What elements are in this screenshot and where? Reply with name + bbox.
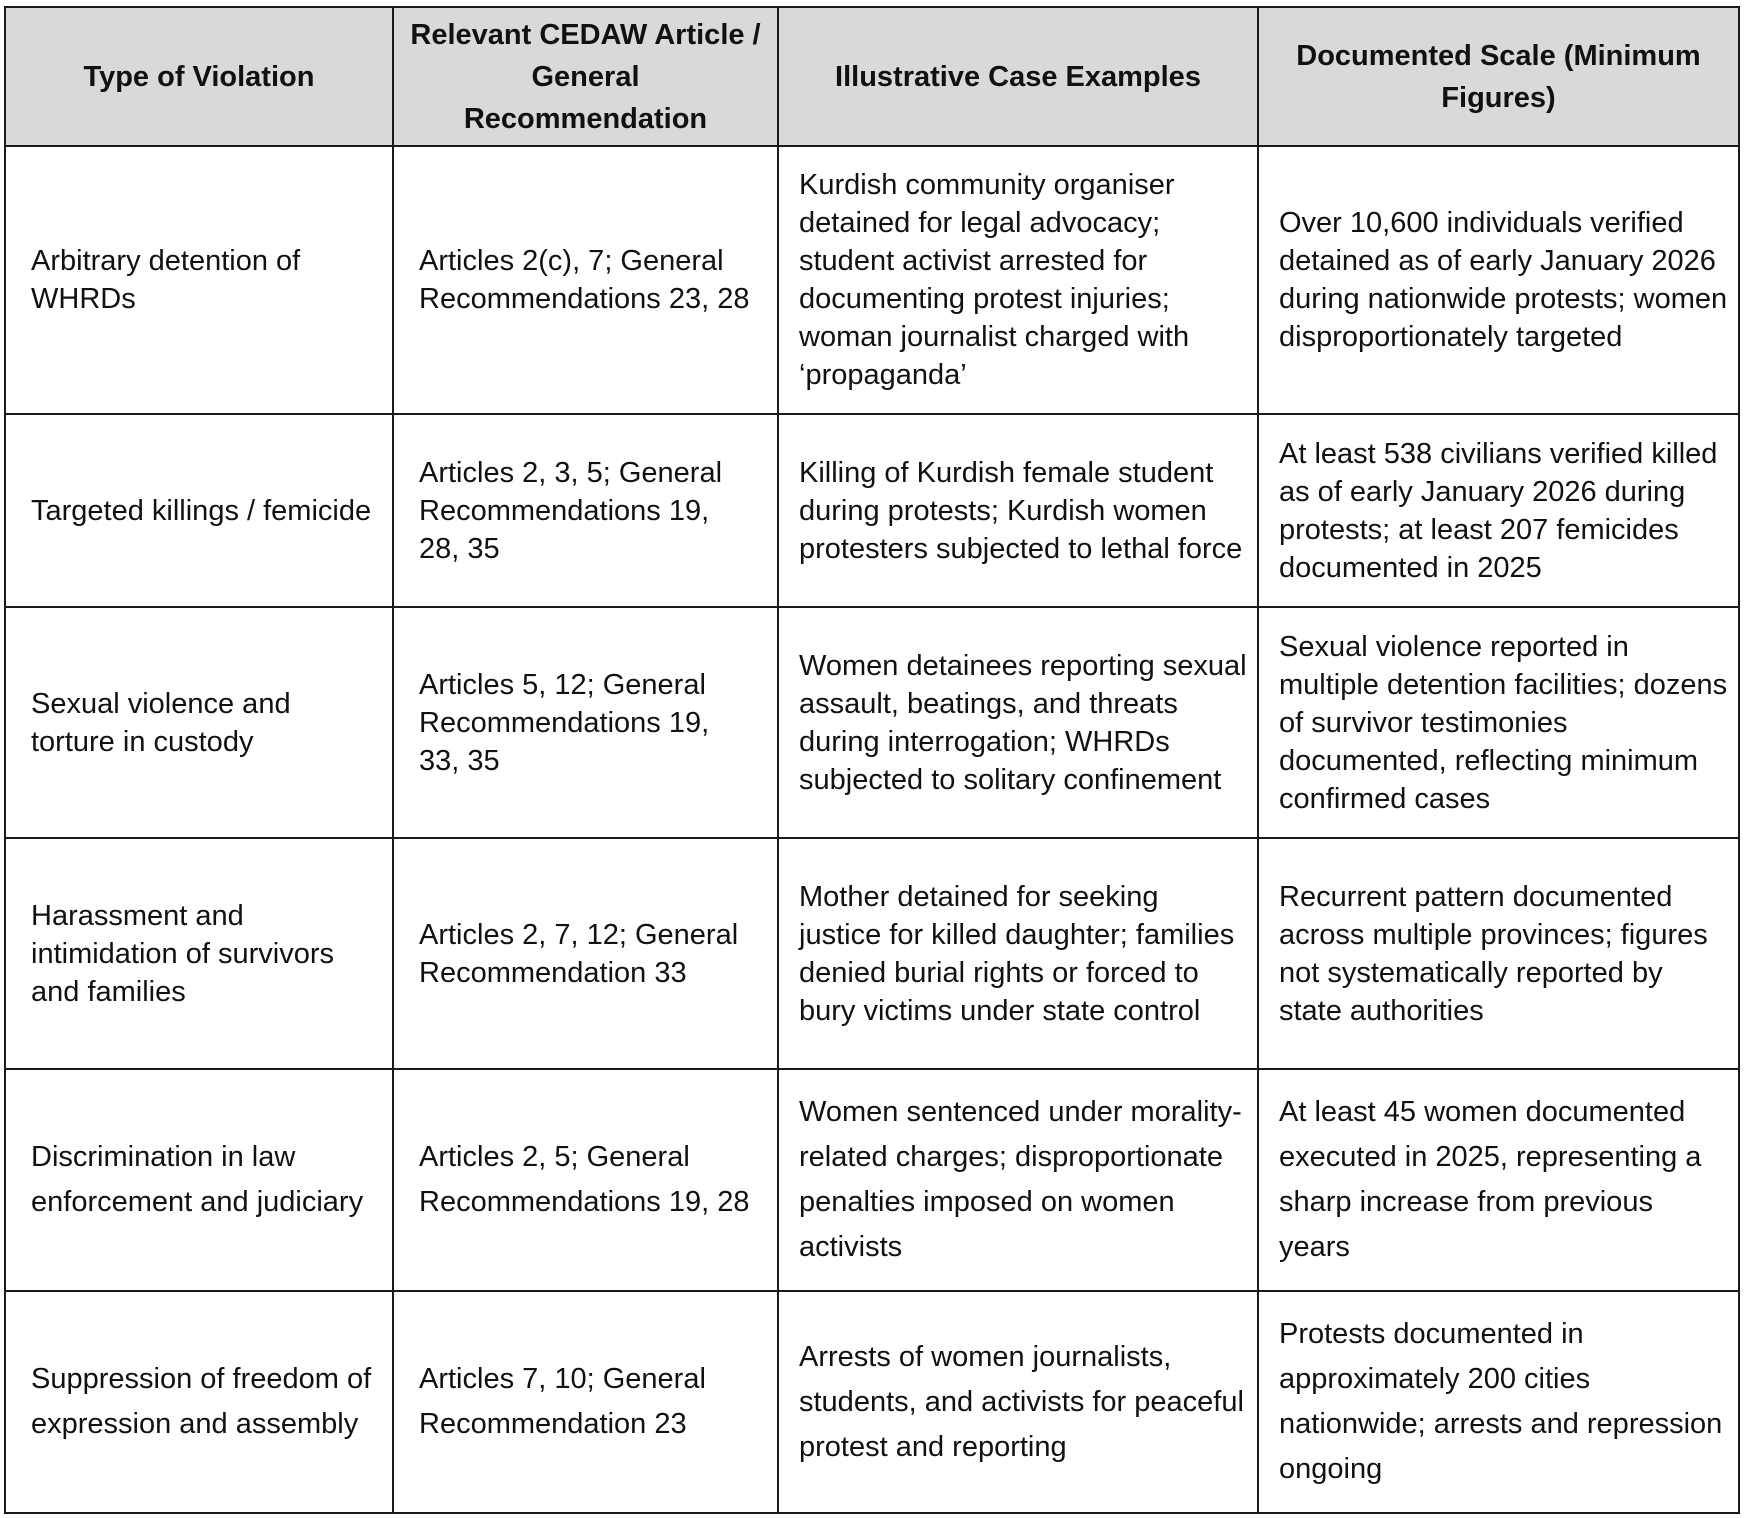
cell-cases: Women detainees reporting sexual assault, beatings, and threats during interrogation; WHRDs subjected to solitary confinement — [778, 607, 1258, 838]
cell-scale: Sexual violence reported in multiple detention facilities; dozens of survivor testimonies documented, reflecting minimum confirmed cases — [1258, 607, 1739, 838]
cell-scale: Recurrent pattern documented across multiple provinces; figures not systematically reported by state authorities — [1258, 838, 1739, 1069]
header-type-of-violation: Type of Violation — [5, 7, 393, 146]
header-documented-scale: Documented Scale (Minimum Figures) — [1258, 7, 1739, 146]
cell-articles: Articles 2, 5; General Recommendations 19, 28 — [393, 1069, 778, 1291]
header-case-examples: Illustrative Case Examples — [778, 7, 1258, 146]
cell-violation: Arbitrary detention of WHRDs — [5, 146, 393, 414]
cell-articles: Articles 2, 7, 12; General Recommendation 33 — [393, 838, 778, 1069]
cell-scale: At least 538 civilians verified killed as of early January 2026 during protests; at least 207 femicides documented in 2025 — [1258, 414, 1739, 607]
cell-cases: Women sentenced under morality-related charges; disproportionate penalties imposed on women activists — [778, 1069, 1258, 1291]
header-cedaw-article: Relevant CEDAW Article / General Recommendation — [393, 7, 778, 146]
cell-cases: Arrests of women journalists, students, and activists for peaceful protest and reporting — [778, 1291, 1258, 1513]
header-row — [5, 7, 1739, 146]
table-row — [5, 838, 1739, 1069]
table-row — [5, 414, 1739, 607]
cell-scale: At least 45 women documented executed in 2025, representing a sharp increase from previous years — [1258, 1069, 1739, 1291]
table-body — [5, 146, 1739, 1513]
cell-cases: Kurdish community organiser detained for legal advocacy; student activist arrested for documenting protest injuries; woman journalist charged with ‘propaganda’ — [778, 146, 1258, 414]
cell-scale: Protests documented in approximately 200 cities nationwide; arrests and repression ongoing — [1258, 1291, 1739, 1513]
violations-table — [4, 6, 1740, 1514]
cell-cases: Mother detained for seeking justice for killed daughter; families denied burial rights or forced to bury victims under state control — [778, 838, 1258, 1069]
table-header — [5, 7, 1739, 146]
cell-violation: Discrimination in law enforcement and judiciary — [5, 1069, 393, 1291]
table-row — [5, 146, 1739, 414]
cell-articles: Articles 2, 3, 5; General Recommendations 19, 28, 35 — [393, 414, 778, 607]
cell-articles: Articles 5, 12; General Recommendations 19, 33, 35 — [393, 607, 778, 838]
table-row — [5, 607, 1739, 838]
cell-violation: Targeted killings / femicide — [5, 414, 393, 607]
cell-violation: Harassment and intimidation of survivors and families — [5, 838, 393, 1069]
cell-articles: Articles 7, 10; General Recommendation 23 — [393, 1291, 778, 1513]
cell-articles: Articles 2(c), 7; General Recommendations 23, 28 — [393, 146, 778, 414]
table-row — [5, 1069, 1739, 1291]
table-row — [5, 1291, 1739, 1513]
cell-violation: Sexual violence and torture in custody — [5, 607, 393, 838]
cell-violation: Suppression of freedom of expression and assembly — [5, 1291, 393, 1513]
cell-cases: Killing of Kurdish female student during protests; Kurdish women protesters subjected to lethal force — [778, 414, 1258, 607]
cell-scale: Over 10,600 individuals verified detained as of early January 2026 during nationwide protests; women disproportionately targeted — [1258, 146, 1739, 414]
